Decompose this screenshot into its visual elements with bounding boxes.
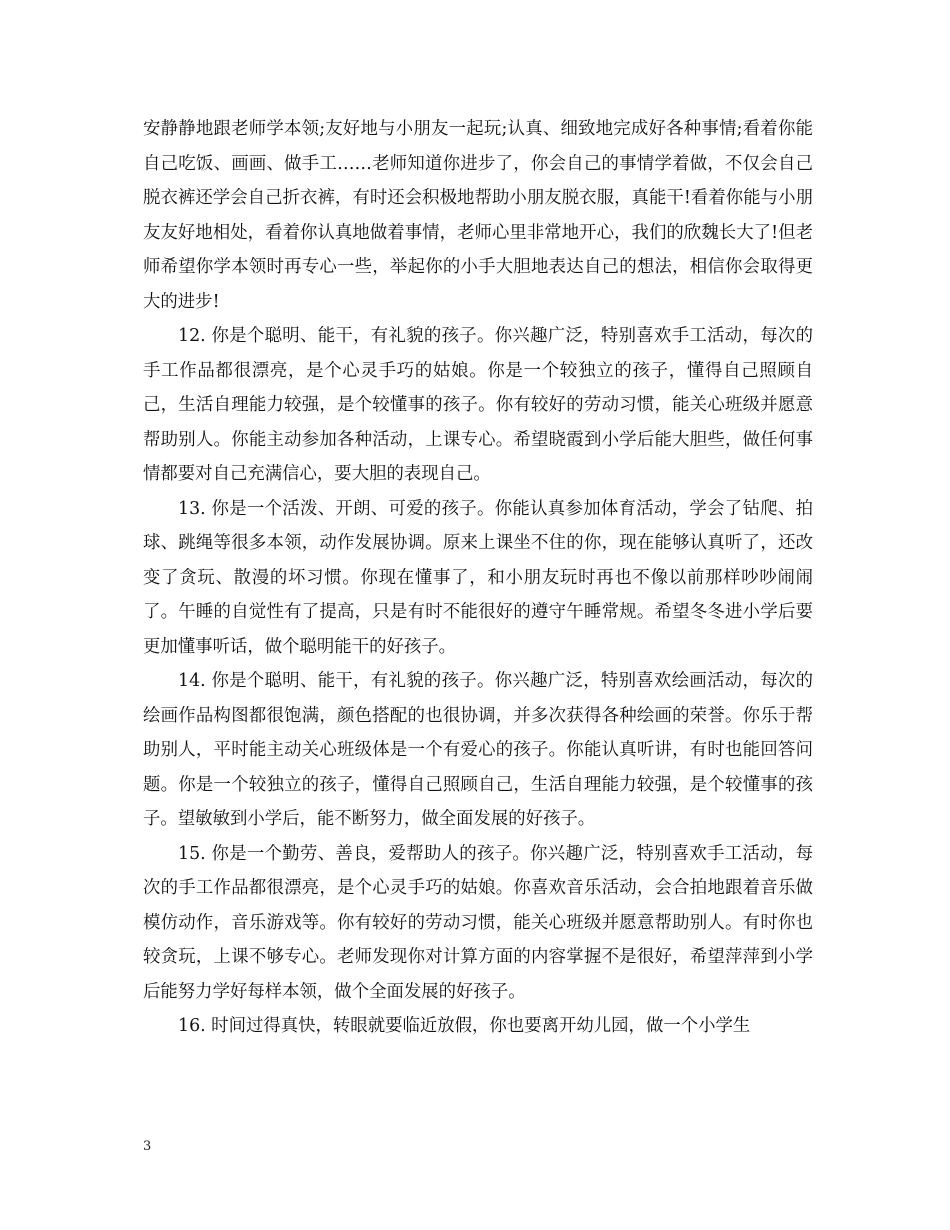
- paragraph-item-12: 12. 你是个聪明、能干，有礼貌的孩子。你兴趣广泛，特别喜欢手工活动，每次的手工作品都很漂亮，是个心灵手巧的姑娘。你是一个较独立的孩子，懂得自己照顾自己，生活自理能力较强，是个较懂事的孩子。你有较好的劳动习惯，能关心班级并愿意帮助别人。你能主动参加各种活动，上课专心。希望晓霞到小学后能大胆些，做任何事情都要对自己充满信心，要大胆的表现自己。: [143, 326, 813, 484]
- page-number: 3: [143, 1139, 152, 1154]
- paragraph-continuation: 安静静地跟老师学本领;友好地与小朋友一起玩;认真、细致地完成好各种事情;看着你能自己吃饭、画画、做手工……老师知道你进步了，你会自己的事情学着做，不仅会自己脱衣裤还学会自己折衣裤，有时还会积极地帮助小朋友脱衣服，真能干!看着你能与小朋友友好地相处，看着你认真地做着事情，老师心里非常地开心，我们的欣魏长大了!但老师希望你学本领时再专心一些，举起你的小手大胆地表达自己的想法，相信你会取得更大的进步!: [143, 119, 813, 312]
- paragraph-item-15: 15. 你是一个勤劳、善良，爱帮助人的孩子。你兴趣广泛，特别喜欢手工活动，每次的手工作品都很漂亮，是个心灵手巧的姑娘。你喜欢音乐活动，会合拍地跟着音乐做模仿动作，音乐游戏等。你有较好的劳动习惯，能关心班级并愿意帮助别人。有时你也较贪玩，上课不够专心。老师发现你对计算方面的内容掌握不是很好，希望萍萍到小学后能努力学好每样本领，做个全面发展的好孩子。: [143, 843, 813, 1002]
- paragraph-item-16: 16. 时间过得真快，转眼就要临近放假，你也要离开幼儿园，做一个小学生: [178, 1016, 751, 1036]
- document-body: [143, 112, 813, 1044]
- paragraph-item-13: 13. 你是一个活泼、开朗、可爱的孩子。你能认真参加体育活动，学会了钻爬、拍球、跳绳等很多本领，动作发展协调。原来上课坐不住的你，现在能够认真听了，还改变了贪玩、散漫的坏习惯。你现在懂事了，和小朋友玩时再也不像以前那样吵吵闹闹了。午睡的自觉性有了提高，只是有时不能很好的遵守午睡常规。希望冬冬进小学后要更加懂事听话，做个聪明能干的好孩子。: [143, 498, 813, 657]
- paragraph-item-14: 14. 你是个聪明、能干，有礼貌的孩子。你兴趣广泛，特别喜欢绘画活动，每次的绘画作品构图都很饱满，颜色搭配的也很协调，并多次获得各种绘画的荣誉。你乐于帮助别人，平时能主动关心班级体是一个有爱心的孩子。你能认真听讲，有时也能回答问题。你是一个较独立的孩子，懂得自己照顾自己，生活自理能力较强，是个较懂事的孩子。望敏敏到小学后，能不断努力，做全面发展的好孩子。: [143, 671, 813, 829]
